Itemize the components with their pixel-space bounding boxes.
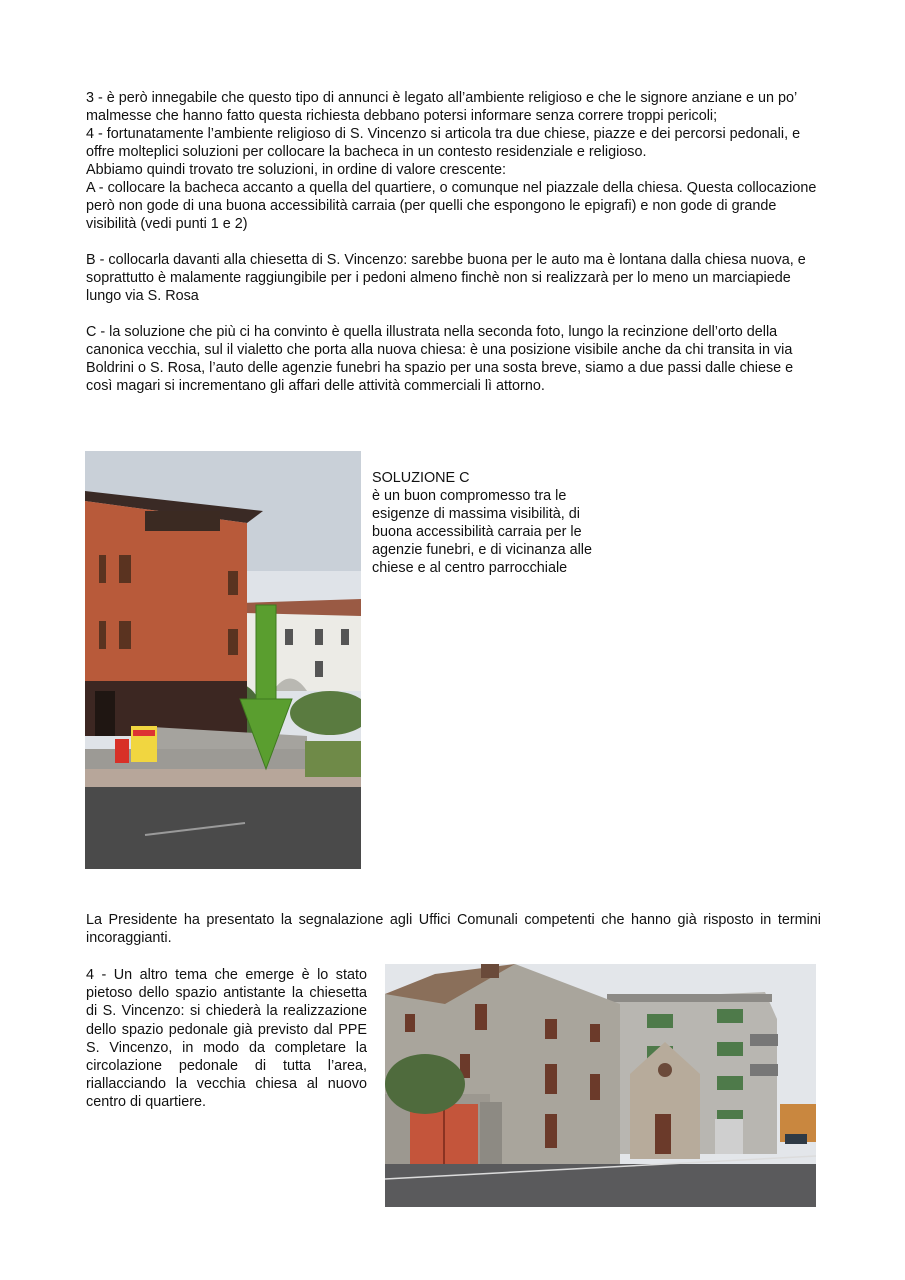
solution-c-caption [372,469,622,577]
paragraph-solution-b: B - collocarla davanti alla chiesetta di S. Vincenzo: sarebbe buona per le auto ma è lontana dalla chiesa nuova, e soprattutto è malamente raggiungibile per i pedoni almeno finchè non si realizzarà per lo meno un marciapiede lungo via S. Rosa [86,252,806,304]
point-4-paragraph: 4 - Un altro tema che emerge è lo stato pietoso dello spazio antistante la chiesetta di S. Vincenzo: si chiederà la realizzazione dello spazio pedonale già previsto dal PPE S. Vincenzo, in modo da completare la circolazione pedonale di tutta l’area, riallacciando la vecchia chiesa al nuovo centro di quartiere. [86,967,367,1111]
paragraph-4: 4 - fortunatamente l’ambiente religioso di S. Vincenzo si articola tra due chiese, piazze e dei percorsi pedonali, e offre molteplici soluzioni per collocare la bacheca in un contesto residenziale e religioso. [86,126,801,160]
paragraph-three-solutions: Abbiamo quindi trovato tre soluzioni, in ordine di valore crescente: [86,162,506,178]
photo-chiesetta-san-vincenzo [385,964,816,1207]
paragraph-solution-c: C - la soluzione che più ci ha convinto è quella illustrata nella seconda foto, lungo la recinzione dell’orto della canonica vecchia, sul il vialetto che porta alla nuova chiesa: è una posizione visibile anche da chi transita in via Boldrini o S. Rosa, l’auto delle agenzie funebri ha spazio per una sosta breve, siamo a due passi dalle chiese e così magari si incrementano gli affari delle attività commerciali lì attorno. [86,324,794,394]
presidente-paragraph: La Presidente ha presentato la segnalazione agli Uffici Comunali competenti che hanno già risposto in termini incoraggianti. [86,912,821,946]
solution-c-title: SOLUZIONE C [372,470,470,486]
intro-text [86,89,821,395]
paragraph-3: 3 - è però innegabile che questo tipo di annunci è legato all’ambiente religioso e che le signore anziane e un po’ malmesse che hanno fatto questa richiesta debbano potersi informare senza correre troppi pericoli; [86,90,797,124]
solution-c-text: è un buon compromesso tra le esigenze di massima visibilità, di buona accessibilità carraia per le agenzie funebri, e di vicinanza alle chiese e al centro parrocchiale [372,488,592,576]
paragraph-solution-a: A - collocare la bacheca accanto a quella del quartiere, o comunque nel piazzale della chiesa. Questa collocazione però non gode di una buona accessibilità carraia (per quelli che espongono le epigrafi) e non gode di grande visibilità (vedi punti 1 e 2) [86,180,817,232]
photo-solution-c [85,451,361,869]
